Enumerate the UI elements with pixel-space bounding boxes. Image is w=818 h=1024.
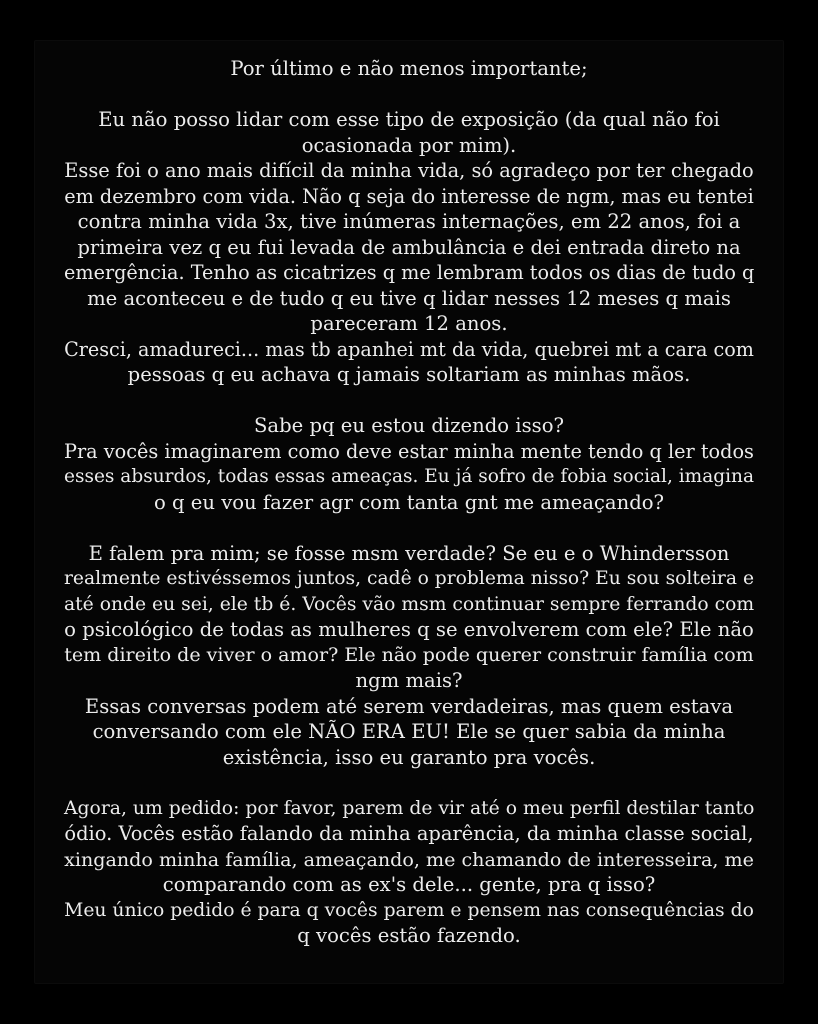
story-text-line: ódio. Vocês estão falando da minha aparência, da minha classe social,	[64, 822, 754, 845]
story-text-line: me aconteceu e de tudo q eu tive q lidar nesses 12 meses q mais	[87, 286, 731, 310]
story-text-line: Sabe pq eu estou dizendo isso?	[254, 414, 564, 437]
story-text-line: até onde eu sei, ele tb é. Vocês vão msm continuar sempre ferrando com	[64, 593, 755, 615]
story-text-line: existência, isso eu garanto pra vocês.	[222, 745, 596, 769]
story-text-line: Eu não posso lidar com esse tipo de exposição (da qual não foi	[98, 108, 720, 131]
story-text-line: Esse foi o ano mais difícil da minha vida, só agradeço por ter chegado	[64, 159, 754, 182]
story-text-line: E falem pra mim; se fosse msm verdade? Se eu e o Whindersson	[88, 541, 730, 565]
story-text-block	[64, 56, 754, 949]
story-text-line: Essas conversas podem até serem verdadeiras, mas quem estava	[84, 694, 734, 718]
story-text-line: emergência. Tenho as cicatrizes q me lembram todos os dias de tudo q	[64, 261, 755, 284]
story-text-line: o psicológico de todas as mulheres q se envolverem com ele? Ele não	[64, 618, 754, 641]
story-text-line: Agora, um pedido: por favor, parem de vir até o meu perfil destilar tanto	[64, 797, 755, 819]
story-text-line: pareceram 12 anos.	[310, 312, 508, 335]
story-text-line: conversando com ele NÃO ERA EU! Ele se quer sabia da minha	[92, 720, 726, 743]
story-text-line: contra minha vida 3x, tive inúmeras internações, em 22 anos, foi a	[77, 210, 741, 233]
paragraph-gap	[64, 770, 754, 796]
story-text-line: ngm mais?	[355, 669, 463, 692]
story-text-line: primeira vez q eu fui levada de ambulância e dei entrada direto na	[77, 235, 741, 259]
story-text-line: Pra vocês imaginarem como deve estar minha mente tendo q ler todos	[64, 439, 754, 463]
story-text-line: comparando com as ex's dele... gente, pra q isso?	[162, 873, 656, 896]
story-text-line: q vocês estão fazendo.	[297, 924, 521, 947]
paragraph-gap	[64, 515, 754, 541]
story-text-line: ocasionada por mim).	[301, 133, 517, 157]
paragraph-gap	[64, 82, 754, 108]
story-text-line: realmente estivéssemos juntos, cadê o problema nisso? Eu sou solteira e	[64, 568, 755, 589]
story-text-line: xingando minha família, ameaçando, me chamando de interesseira, me	[64, 847, 754, 871]
story-text-line: Cresci, amadureci... mas tb apanhei mt da vida, quebrei mt a cara com	[64, 337, 754, 361]
story-text-line: em dezembro com vida. Não q seja do interesse de ngm, mas eu tentei	[64, 184, 754, 208]
story-text-line: o q eu vou fazer agr com tanta gnt me ameaçando?	[153, 490, 665, 514]
story-text-line: pessoas q eu achava q jamais soltariam as minhas mãos.	[127, 363, 691, 386]
story-text-line: tem direito de viver o amor? Ele não pode querer construir família com	[64, 643, 754, 666]
story-text-line: esses absurdos, todas essas ameaças. Eu já sofro de fobia social, imagina	[64, 466, 754, 487]
paragraph-gap	[64, 388, 754, 414]
story-text-line: Por último e não menos importante;	[230, 57, 588, 80]
story-text-line: Meu único pedido é para q vocês parem e pensem nas consequências do	[64, 899, 754, 921]
